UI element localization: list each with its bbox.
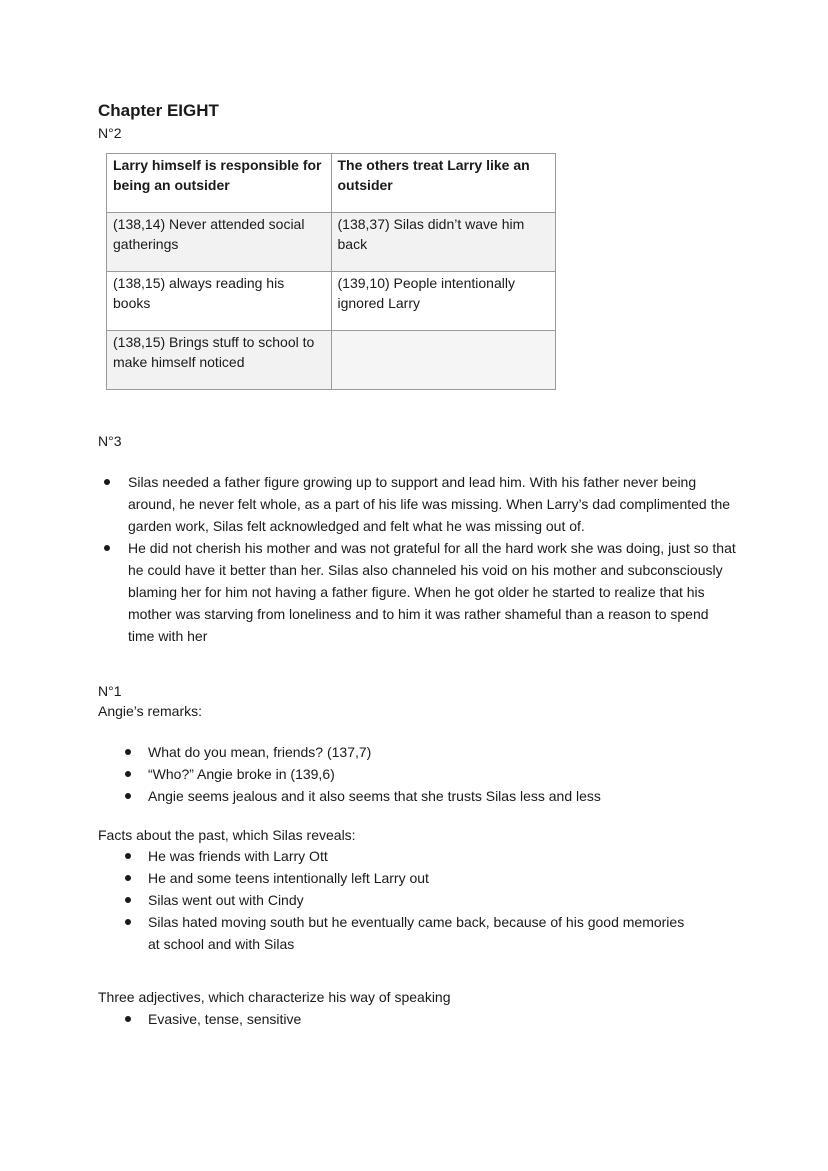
adjectives-list	[98, 1008, 738, 1030]
bullet-icon	[104, 545, 110, 551]
outsider-table	[106, 153, 556, 390]
table-cell: (138,15) always reading his books	[107, 272, 332, 331]
list-item-text: Silas needed a father figure growing up to support and lead him. With his father never being around, he never felt whole, as a part of his life was missing. When Larry’s dad complimented the garden work, Silas felt acknowledged and felt what he was missing out of.	[128, 474, 731, 534]
bullet-icon	[125, 793, 131, 799]
analysis-list	[98, 471, 738, 647]
list-item-text: Evasive, tense, sensitive	[148, 1011, 302, 1027]
list-item	[98, 537, 738, 647]
table-row	[107, 272, 556, 331]
list-item	[98, 741, 738, 763]
table-header-cell: The others treat Larry like an outsider	[331, 154, 556, 213]
section-label-n3: N°3	[98, 433, 122, 449]
bullet-icon	[125, 897, 131, 903]
adjectives-heading: Three adjectives, which characterize his way of speaking	[98, 989, 451, 1005]
bullet-icon	[125, 853, 131, 859]
list-item-text: Angie seems jealous and it also seems that she trusts Silas less and less	[148, 788, 601, 804]
list-item-text: Silas hated moving south but he eventually came back, because of his good memories at school and with Silas	[148, 914, 685, 952]
table-cell	[331, 331, 556, 390]
table-cell: (139,10) People intentionally ignored Larry	[331, 272, 556, 331]
document-page	[98, 100, 738, 1030]
section-label-n1: N°1	[98, 683, 122, 699]
list-item	[98, 471, 738, 537]
list-item	[98, 845, 698, 867]
table-row	[107, 331, 556, 390]
table-row	[107, 213, 556, 272]
table-cell: (138,14) Never attended social gatherings	[107, 213, 332, 272]
remarks-list	[98, 741, 738, 807]
table-header-cell: Larry himself is responsible for being an outsider	[107, 154, 332, 213]
list-item-text: He and some teens intentionally left Larry out	[148, 870, 429, 886]
bullet-icon	[125, 875, 131, 881]
list-item	[98, 867, 698, 889]
list-item-text: “Who?” Angie broke in (139,6)	[148, 766, 335, 782]
remarks-heading: Angie’s remarks:	[98, 703, 203, 719]
table-header-row	[107, 154, 556, 213]
bullet-icon	[125, 1016, 131, 1022]
table-cell: (138,37) Silas didn’t wave him back	[331, 213, 556, 272]
section-label-n2: N°2	[98, 125, 122, 141]
bullet-icon	[125, 919, 131, 925]
list-item	[98, 785, 738, 807]
bullet-icon	[125, 771, 131, 777]
bullet-icon	[104, 479, 110, 485]
list-item	[98, 889, 698, 911]
chapter-title: Chapter EIGHT	[98, 101, 219, 120]
list-item-text: He did not cherish his mother and was not grateful for all the hard work she was doing, just so that he could have it better than her. Silas also channeled his void on his mother and subconsciously blaming her for him not having a father figure. When he got older he started to realize that his mother was starving from loneliness and to him it was rather shameful than a reason to spend time with her	[128, 540, 736, 644]
list-item	[98, 911, 698, 955]
list-item-text: He was friends with Larry Ott	[148, 848, 328, 864]
list-item-text: What do you mean, friends? (137,7)	[148, 744, 372, 760]
facts-list	[98, 845, 698, 955]
list-item	[98, 763, 738, 785]
table-cell: (138,15) Brings stuff to school to make himself noticed	[107, 331, 332, 390]
list-item-text: Silas went out with Cindy	[148, 892, 304, 908]
facts-heading: Facts about the past, which Silas reveals:	[98, 827, 356, 843]
list-item	[98, 1008, 738, 1030]
bullet-icon	[125, 749, 131, 755]
